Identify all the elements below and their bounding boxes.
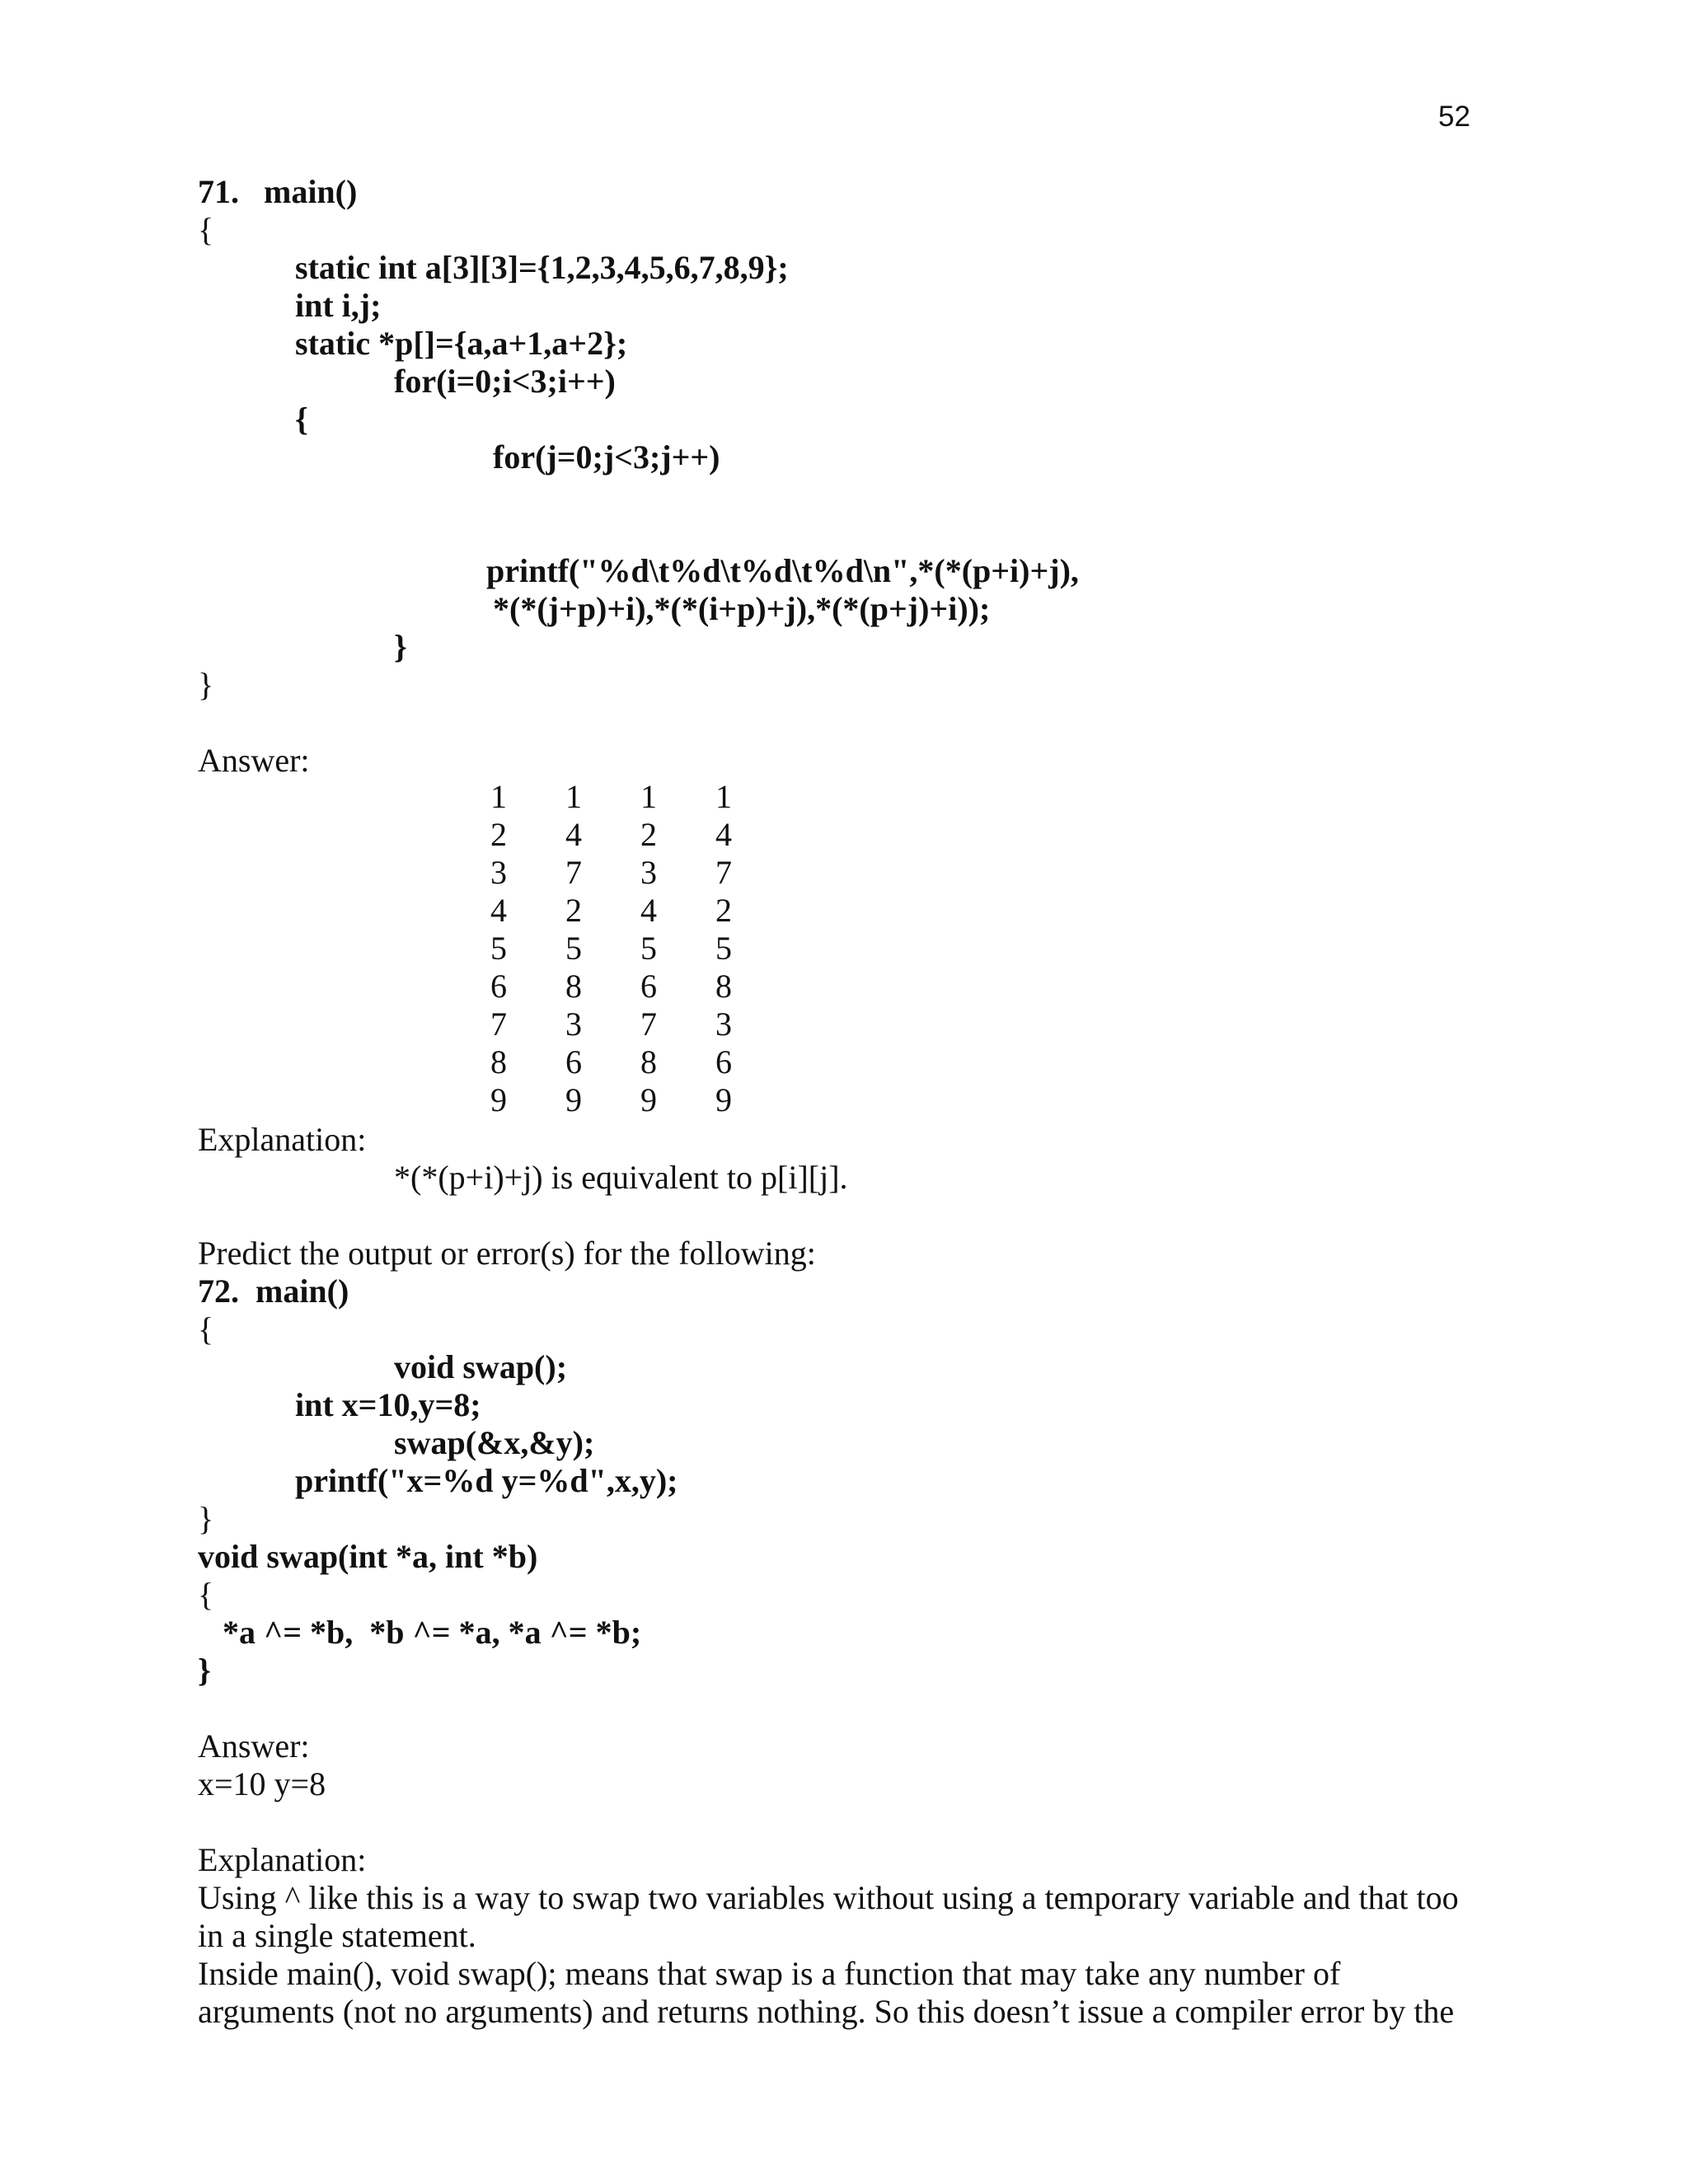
q71-code-line-7: printf("%d\t%d\t%d\t%d\n",*(*(p+i)+j), (486, 552, 1079, 589)
q72-code-line-3: swap(&x,&y); (394, 1424, 595, 1461)
q72-func-header: void swap(int *a, int *b) (198, 1538, 538, 1575)
answer-cell: 9 (565, 1081, 582, 1118)
q72-answer-text: x=10 y=8 (198, 1765, 326, 1802)
answer-cell: 4 (715, 816, 732, 853)
q72-code-line-1: void swap(); (394, 1348, 568, 1385)
answer-cell: 3 (715, 1005, 732, 1043)
q72-func-close-brace: } (198, 1652, 211, 1689)
answer-cell: 4 (640, 892, 657, 929)
q71-code-line-5: { (295, 401, 308, 438)
page-number: 52 (1438, 101, 1470, 133)
answer-cell: 3 (565, 1005, 582, 1043)
q72-explanation-label: Explanation: (198, 1841, 367, 1878)
answer-cell: 2 (565, 892, 582, 929)
q71-explanation-label: Explanation: (198, 1121, 367, 1158)
answer-cell: 6 (715, 1043, 732, 1080)
q72-explanation-line-3: Inside main(), void swap(); means that swap is a function that may take any number of (198, 1955, 1341, 1992)
answer-cell: 2 (490, 816, 507, 853)
answer-cell: 5 (565, 930, 582, 967)
q72-close-brace: } (198, 1500, 214, 1537)
q71-answer-label: Answer: (198, 742, 310, 779)
answer-cell: 5 (640, 930, 657, 967)
q71-code-line-8: *(*(j+p)+i),*(*(i+p)+j),*(*(p+j)+i)); (493, 590, 991, 627)
answer-cell: 8 (715, 968, 732, 1005)
q71-code-line-2: int i,j; (295, 287, 382, 324)
answer-cell: 1 (490, 778, 507, 815)
predict-instruction: Predict the output or error(s) for the following: (198, 1235, 816, 1272)
q71-code-line-3: static *p[]={a,a+1,a+2}; (295, 325, 628, 362)
q71-code-line-6: for(j=0;j<3;j++) (493, 438, 720, 476)
q72-code-line-2: int x=10,y=8; (295, 1386, 481, 1423)
q72-header: 72. main() (198, 1272, 349, 1310)
answer-cell: 7 (490, 1005, 507, 1043)
q71-open-brace: { (198, 211, 214, 248)
answer-cell: 7 (565, 854, 582, 891)
answer-cell: 9 (715, 1081, 732, 1118)
answer-cell: 1 (640, 778, 657, 815)
answer-cell: 5 (490, 930, 507, 967)
q71-header: 71. main() (198, 173, 358, 210)
answer-cell: 2 (715, 892, 732, 929)
answer-cell: 8 (490, 1043, 507, 1080)
answer-cell: 9 (490, 1081, 507, 1118)
answer-cell: 6 (565, 1043, 582, 1080)
q72-explanation-line-2: in a single statement. (198, 1917, 476, 1954)
q71-close-brace: } (198, 666, 214, 703)
q72-func-body: *a ^= *b, *b ^= *a, *a ^= *b; (223, 1614, 642, 1651)
answer-cell: 5 (715, 930, 732, 967)
answer-cell: 3 (490, 854, 507, 891)
q72-func-open-brace: { (198, 1576, 214, 1613)
q71-code-line-9: } (394, 628, 407, 665)
q72-open-brace: { (198, 1310, 214, 1347)
answer-cell: 1 (715, 778, 732, 815)
answer-cell: 4 (490, 892, 507, 929)
answer-cell: 1 (565, 778, 582, 815)
answer-cell: 8 (640, 1043, 657, 1080)
q72-explanation-line-1: Using ^ like this is a way to swap two variables without using a temporary variable and that too (198, 1879, 1459, 1916)
answer-cell: 6 (490, 968, 507, 1005)
answer-cell: 6 (640, 968, 657, 1005)
answer-cell: 4 (565, 816, 582, 853)
q72-answer-label: Answer: (198, 1727, 310, 1765)
answer-cell: 9 (640, 1081, 657, 1118)
answer-cell: 7 (715, 854, 732, 891)
answer-cell: 8 (565, 968, 582, 1005)
q72-explanation-line-4: arguments (not no arguments) and returns nothing. So this doesn’t issue a compiler error by the (198, 1993, 1455, 2030)
answer-cell: 7 (640, 1005, 657, 1043)
q71-explanation-text: *(*(p+i)+j) is equivalent to p[i][j]. (394, 1159, 848, 1196)
answer-cell: 3 (640, 854, 657, 891)
q71-code-line-1: static int a[3][3]={1,2,3,4,5,6,7,8,9}; (295, 249, 789, 286)
q72-code-line-4: printf("x=%d y=%d",x,y); (295, 1462, 678, 1499)
answer-cell: 2 (640, 816, 657, 853)
q71-code-line-4: for(i=0;i<3;i++) (394, 363, 616, 400)
